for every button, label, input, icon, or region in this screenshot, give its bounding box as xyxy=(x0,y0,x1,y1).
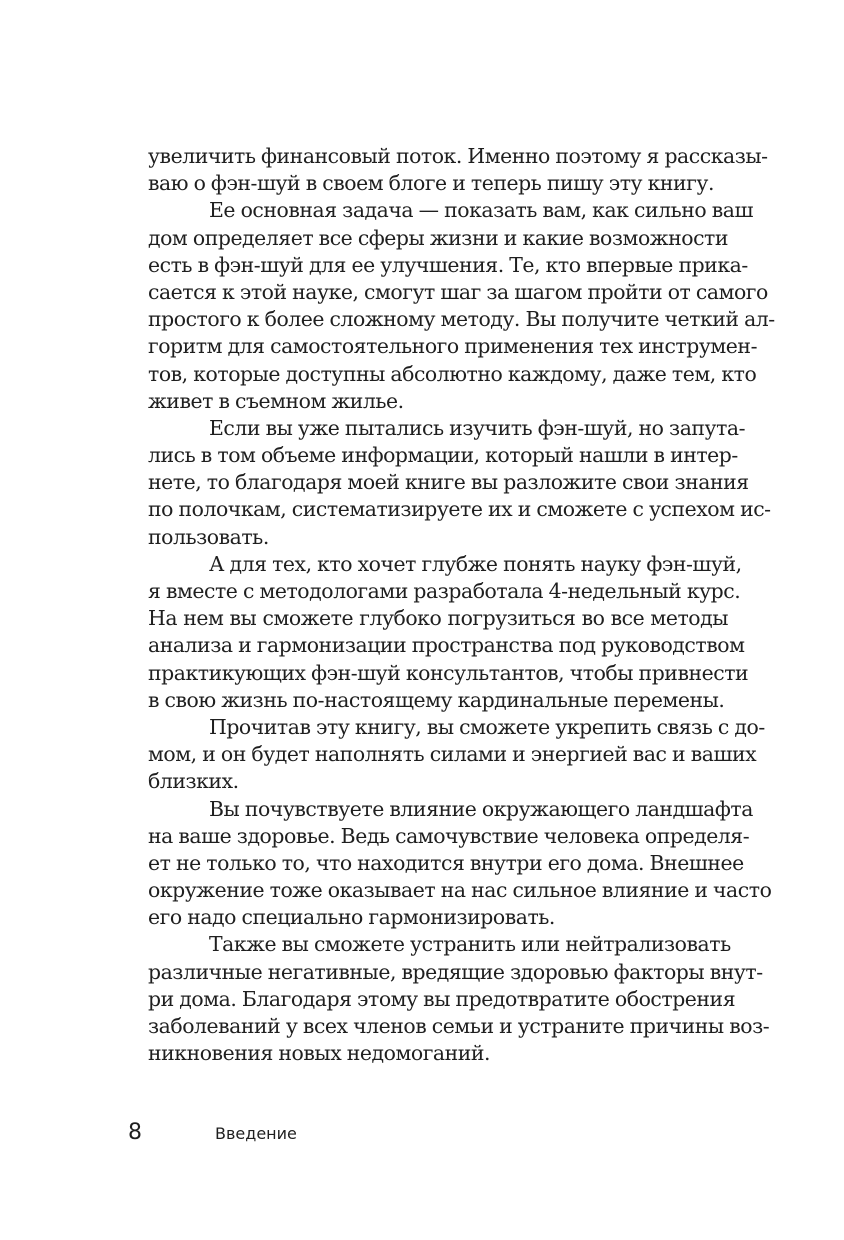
text-line: простого к более сложному методу. Вы получите четкий ал- xyxy=(148,307,775,332)
text-line: На нем вы сможете глубоко погрузиться во все методы xyxy=(148,606,728,631)
text-line: тов, которые доступны абсолютно каждому, даже тем, кто xyxy=(148,361,757,386)
text-line: в свою жизнь по-настоящему кардинальные перемены. xyxy=(148,687,725,712)
text-line: Вы почувствуете влияние окружающего ландшафта xyxy=(209,796,753,821)
text-line: ваю о фэн-шуй в своем блоге и теперь пишу эту книгу. xyxy=(148,171,714,196)
text-line: по полочкам, систематизируете их и сможете с успехом ис- xyxy=(148,497,771,522)
text-line: окружение тоже оказывает на нас сильное влияние и часто xyxy=(148,878,772,903)
text-line: лись в том объеме информации, который нашли в интер- xyxy=(148,443,738,468)
text-line: пользовать. xyxy=(148,524,269,549)
text-line: ри дома. Благодаря этому вы предотвратите обострения xyxy=(148,986,736,1011)
text-line: нете, то благодаря моей книге вы разложите свои знания xyxy=(148,470,749,495)
body-text xyxy=(148,143,775,1067)
text-line: я вместе с методологами разработала 4-недельный курс. xyxy=(148,579,741,603)
text-line: на ваше здоровье. Ведь самочувствие человека определя- xyxy=(148,823,750,848)
text-line: близких. xyxy=(148,769,239,794)
text-line: горитм для самостоятельного применения тех инструмен- xyxy=(148,334,758,359)
text-line: его надо специально гармонизировать. xyxy=(148,905,555,930)
text-line: практикующих фэн-шуй консультантов, чтобы привнести xyxy=(148,660,749,685)
text-line: мом, и он будет наполнять силами и энергией вас и ваших xyxy=(148,742,757,767)
text-line: заболеваний у всех членов семьи и устраните причины воз- xyxy=(148,1014,770,1038)
text-line: А для тех, кто хочет глубже понять науку фэн-шуй, xyxy=(209,551,742,576)
text-line: сается к этой науке, смогут шаг за шагом пройти от самого xyxy=(148,279,768,304)
text-line: Если вы уже пытались изучить фэн-шуй, но запута- xyxy=(209,415,746,440)
running-footer-title: Введение xyxy=(215,1124,297,1143)
text-line: никновения новых недомоганий. xyxy=(148,1041,491,1066)
text-line: ет не только то, что находится внутри его дома. Внешнее xyxy=(148,850,744,875)
text-line: увеличить финансовый поток. Именно поэтому я рассказы- xyxy=(148,144,768,168)
text-line: Ее основная задача — показать вам, как сильно ваш xyxy=(209,198,754,223)
text-line: дом определяет все сферы жизни и какие возможности xyxy=(148,225,729,250)
text-line: живет в съемном жилье. xyxy=(148,388,404,413)
text-line: Прочитав эту книгу, вы сможете укрепить связь с до- xyxy=(209,714,765,739)
text-line: анализа и гармонизации пространства под руководством xyxy=(148,633,745,658)
text-line: различные негативные, вредящие здоровью факторы внут- xyxy=(148,959,763,984)
text-line: Также вы сможете устранить или нейтрализовать xyxy=(209,932,731,957)
text-line: есть в фэн-шуй для ее улучшения. Те, кто впервые прика- xyxy=(148,252,748,277)
page-number: 8 xyxy=(128,1120,142,1145)
